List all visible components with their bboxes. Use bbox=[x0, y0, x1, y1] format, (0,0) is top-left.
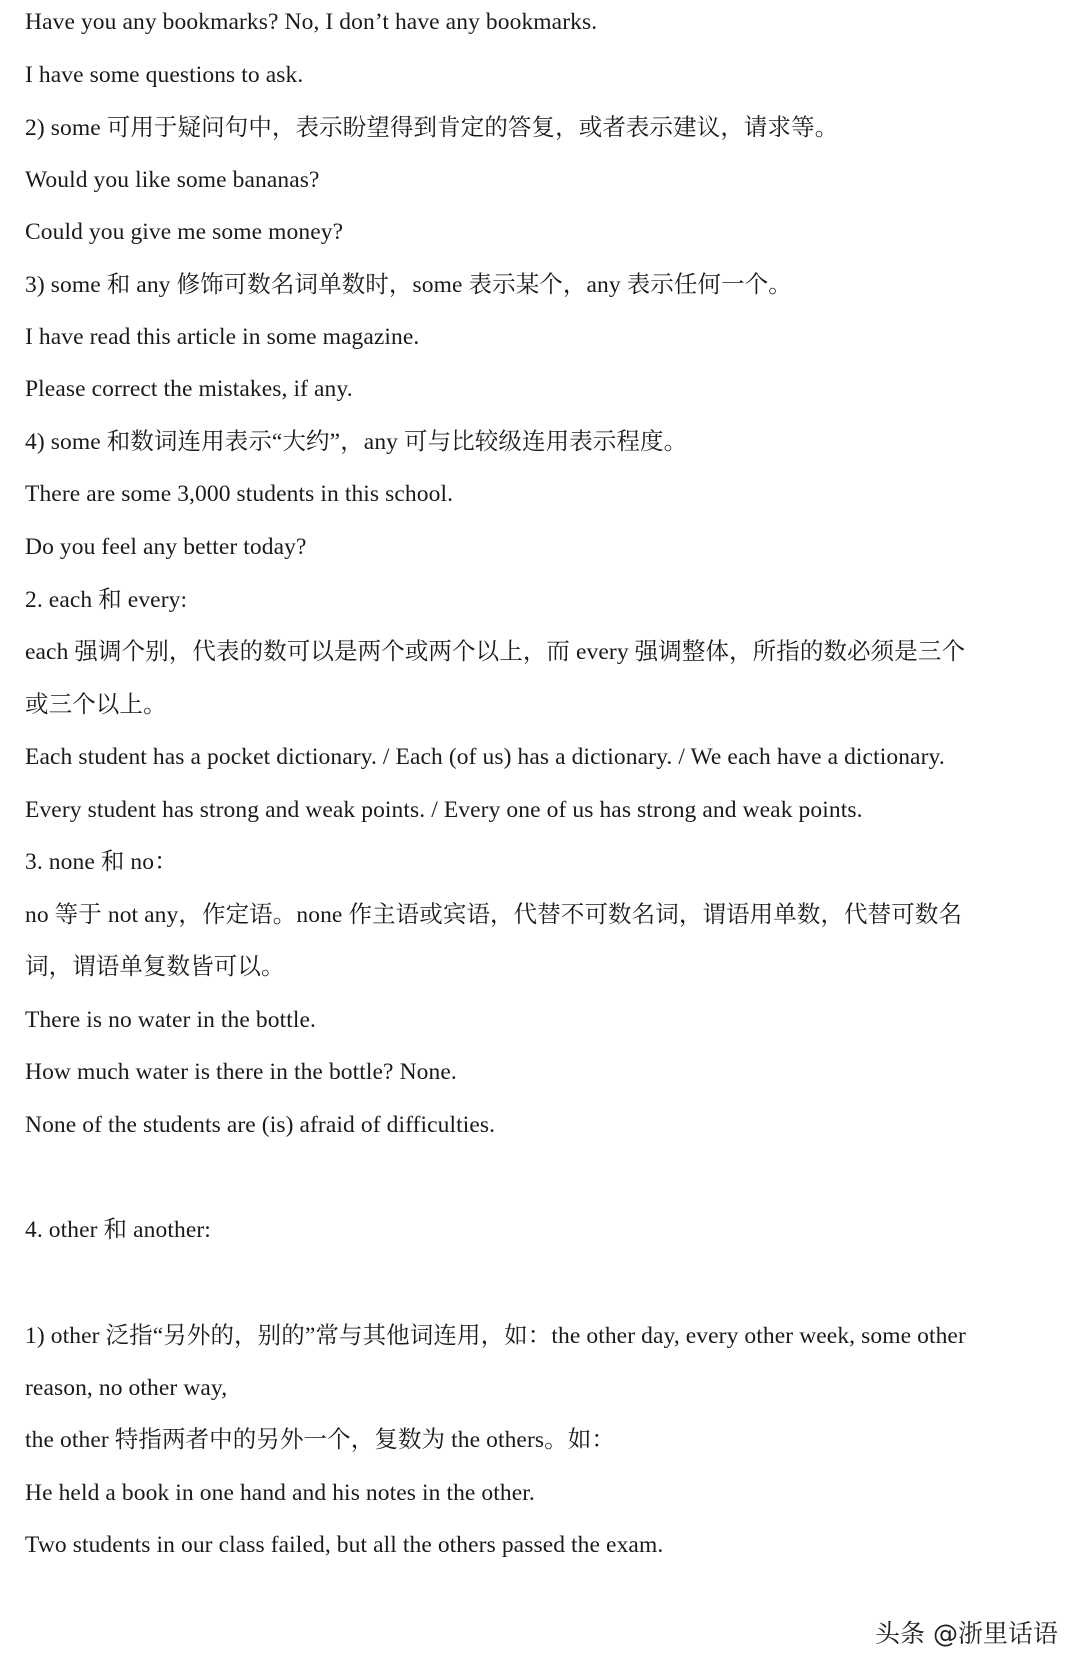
text-line: How much water is there in the bottle? None. bbox=[25, 1059, 457, 1085]
section-heading: 4. other 和 another: bbox=[25, 1217, 211, 1243]
text-line: Do you feel any better today? bbox=[25, 534, 307, 560]
text-line: There are some 3,000 students in this school. bbox=[25, 481, 454, 507]
text-line: I have some questions to ask. bbox=[25, 62, 304, 88]
text-line: Each student has a pocket dictionary. / Each (of us) has a dictionary. / We each have a dictionary. bbox=[25, 744, 945, 770]
text-line: no 等于 not any，作定语。none 作主语或宾语，代替不可数名词，谓语用单数，代替可数名 bbox=[25, 902, 963, 928]
text-line: 1) other 泛指“另外的，别的”常与其他词连用，如：the other day, every other week, some other bbox=[25, 1323, 966, 1349]
text-line: reason, no other way, bbox=[25, 1375, 228, 1401]
text-line: Every student has strong and weak points. / Every one of us has strong and weak points. bbox=[25, 797, 863, 823]
watermark-label: 头条 @浙里话语 bbox=[875, 1619, 1058, 1648]
text-line: There is no water in the bottle. bbox=[25, 1007, 316, 1033]
text-line: None of the students are (is) afraid of difficulties. bbox=[25, 1112, 496, 1138]
text-line: 3) some 和 any 修饰可数名词单数时，some 表示某个，any 表示任何一个。 bbox=[25, 272, 792, 298]
section-heading: 3. none 和 no： bbox=[25, 849, 178, 875]
text-line: 或三个以上。 bbox=[25, 692, 167, 718]
text-line: each 强调个别，代表的数可以是两个或两个以上，而 every 强调整体，所指的数必须是三个 bbox=[25, 639, 966, 665]
section-heading: 2. each 和 every: bbox=[25, 587, 188, 613]
text-line: the other 特指两者中的另外一个，复数为 the others。如： bbox=[25, 1427, 615, 1453]
text-line: Could you give me some money? bbox=[25, 219, 344, 245]
text-line: Please correct the mistakes, if any. bbox=[25, 376, 353, 402]
text-line: 2) some 可用于疑问句中，表示盼望得到肯定的答复，或者表示建议，请求等。 bbox=[25, 115, 839, 141]
text-line: 4) some 和数词连用表示“大约”，any 可与比较级连用表示程度。 bbox=[25, 429, 688, 455]
text-line: Two students in our class failed, but all the others passed the exam. bbox=[25, 1532, 664, 1558]
text-line: He held a book in one hand and his notes in the other. bbox=[25, 1480, 535, 1506]
text-line: 词，谓语单复数皆可以。 bbox=[25, 954, 285, 980]
text-line: I have read this article in some magazine. bbox=[25, 324, 420, 350]
text-line: Would you like some bananas? bbox=[25, 167, 320, 193]
text-line: Have you any bookmarks? No, I don’t have any bookmarks. bbox=[25, 9, 598, 35]
